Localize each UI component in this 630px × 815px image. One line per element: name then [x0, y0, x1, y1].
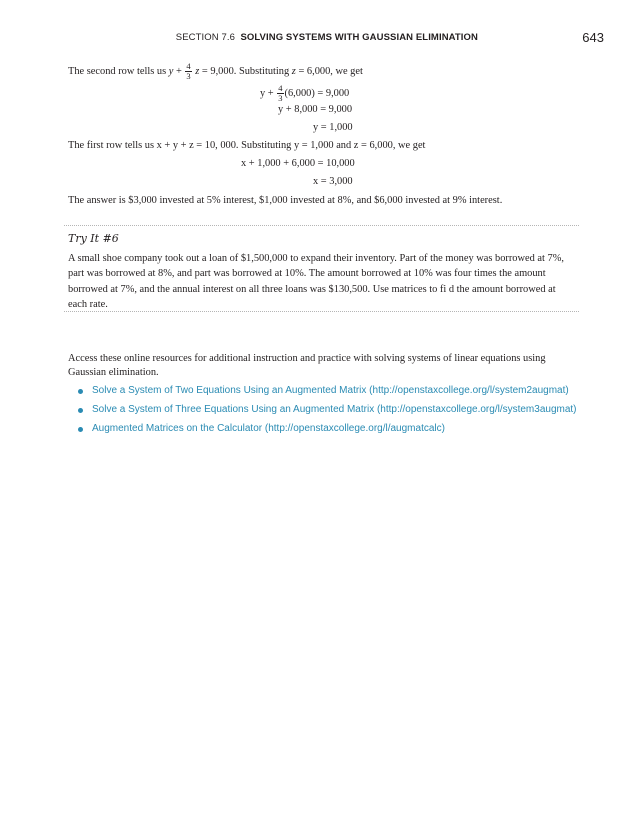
section-number: SECTION 7.6: [175, 32, 235, 43]
bullet-icon: [78, 408, 83, 413]
access-resources-text: Access these online resources for additional instruction and practice with solving systems of linear equations using Gaussian elimination.: [68, 353, 546, 378]
equation-3: y = 1,000: [313, 122, 353, 133]
equation-4: x + 1,000 + 6,000 = 10,000: [241, 158, 355, 169]
text-span: = 9,000. Substituting: [201, 65, 292, 77]
resource-link[interactable]: Augmented Matrices on the Calculator (http://openstaxcollege.org/l/augmatcalc): [92, 423, 445, 434]
resource-link-item[interactable]: [78, 385, 577, 404]
section-title: SOLVING SYSTEMS WITH GAUSSIAN ELIMINATION: [240, 32, 478, 43]
paragraph-second-row: [68, 62, 363, 81]
fraction: [277, 84, 283, 103]
try-it-title: Try It #6: [68, 232, 119, 245]
paragraph-first-row: The first row tells us x + y + z = 10, 000. Substituting y = 1,000 and z = 6,000, we get: [68, 140, 426, 151]
resource-link-list: [78, 385, 577, 442]
equation-5: x = 3,000: [313, 176, 353, 187]
text-span: The second row tells us: [68, 65, 169, 77]
paragraph-answer: The answer is $3,000 invested at 5% interest, $1,000 invested at 8%, and $6,000 invested at 9% interest.: [68, 195, 503, 206]
equation-1: [260, 84, 349, 103]
resource-link-item[interactable]: [78, 404, 577, 423]
math-var: z: [195, 65, 200, 77]
fraction-numerator: 4: [278, 83, 283, 93]
try-it-body: A small shoe company took out a loan of $1,500,000 to expand their inventory. Part of the money was borrowed at 7%, part was borrowed at 8%, and part was borrowed at 10%. The amount borrowed at 10% was four times the amount borrowed at 7%, and the annual interest on all three loans was $130,500. Use matrices to fi d the amount borrowed at each rate.: [68, 253, 564, 310]
page-number: 643: [582, 30, 604, 45]
fraction-denominator: 3: [186, 71, 191, 81]
equation-part: y +: [260, 87, 274, 99]
page-header: [0, 30, 630, 46]
resource-link[interactable]: Solve a System of Two Equations Using an Augmented Matrix (http://openstaxcollege.org/l/system2augmat): [92, 385, 569, 396]
text-span: = 6,000, we get: [295, 65, 363, 77]
divider-bottom: [64, 311, 579, 312]
equation-part: (6,000) = 9,000: [284, 87, 350, 99]
fraction-numerator: 4: [186, 61, 191, 71]
equation-2: y + 8,000 = 9,000: [278, 104, 353, 115]
math-var: y: [168, 65, 174, 77]
math-var: z: [291, 65, 296, 77]
fraction-denominator: 3: [278, 93, 283, 103]
resource-link[interactable]: Solve a System of Three Equations Using an Augmented Matrix (http://openstaxcollege.org/l/system3augmat): [92, 404, 577, 415]
math-op: +: [173, 65, 185, 77]
bullet-icon: [78, 389, 83, 394]
resource-link-item[interactable]: [78, 423, 577, 442]
section-heading: [176, 32, 478, 43]
divider-top: [64, 225, 579, 226]
bullet-icon: [78, 427, 83, 432]
fraction: [185, 62, 191, 81]
